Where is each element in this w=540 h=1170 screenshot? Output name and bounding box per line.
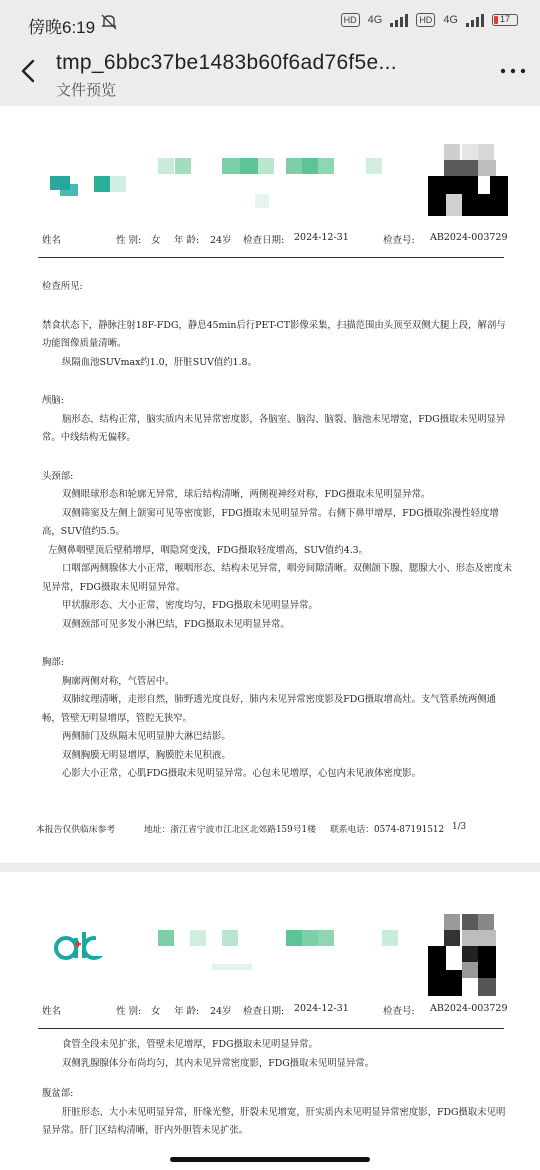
home-indicator[interactable] — [170, 1157, 370, 1162]
findings-heading: 检查所见: — [42, 281, 83, 292]
hospital-logo-mosaic — [46, 158, 136, 198]
chest-heading: 胸部: — [42, 657, 64, 668]
signal-icon — [390, 13, 408, 27]
brain-heading: 颅脑: — [42, 395, 64, 406]
age-label: 年 龄: — [174, 235, 200, 246]
hd-icon-2: HD — [416, 13, 435, 27]
document-title: tmp_6bbc37be1483b60f6ad76f5e... — [56, 51, 397, 74]
status-bar — [0, 0, 540, 46]
more-button[interactable] — [498, 56, 528, 86]
hd-icon: HD — [341, 13, 360, 27]
sex-value-2: 女 — [151, 1006, 161, 1017]
chest-line-1: 胸廓两侧对称，气管居中。 — [62, 675, 175, 687]
signal-icon-2 — [466, 13, 484, 27]
brain-line-1: 脑形态、结构正常，脑实质内未见异常密度影，各脑室、脑沟、脑裂、脑池未见增宽，FDG摄取未见明显异常。中线结构无偏移。 — [42, 413, 506, 443]
sex-value: 女 — [151, 235, 161, 246]
chest-line-3: 两侧肺门及纵隔未见明显肿大淋巴结影。 — [62, 731, 231, 742]
status-time: 傍晚6:19 — [28, 18, 96, 37]
status-icons — [341, 13, 518, 27]
mute-icon — [100, 13, 118, 35]
intro-line-2: 纵隔血池SUVmax约1.0，肝脏SUV值约1.8。 — [62, 356, 257, 368]
headneck-line-2: 双侧筛窦及左侧上颌窦可见等密度影，FDG摄取未见明显异常。右侧下鼻甲增厚，FDG摄取弥漫性轻度增高，SUV值约5.5。 — [42, 507, 499, 537]
exam-no-value-2: AB2024-003729 — [430, 1003, 508, 1014]
abdomen-heading: 腹盆部: — [42, 1088, 74, 1099]
abdomen-line-1: 肝脏形态、大小未见明显异常，肝缘光整，肝裂未见增宽，肝实质内未见明显异常密度影，FDG摄取未见明显异常。肝门区结构清晰，肝内外胆管未见扩张。 — [42, 1106, 506, 1136]
exam-no-value: AB2024-003729 — [430, 232, 508, 243]
age-value-2: 24岁 — [210, 1006, 232, 1017]
patient-info-row-2 — [38, 1000, 508, 1029]
sex-label-2: 性 别: — [116, 1006, 142, 1017]
patient-info-row — [38, 229, 508, 258]
document-subtitle: 文件预览 — [56, 82, 117, 99]
chest-line-2: 双肺纹理清晰，走形自然，肺野透光度良好，肺内未见异常密度影及FDG摄取增高灶。支气管系统两侧通畅，管壁无明显增厚，管腔无狭窄。 — [42, 694, 497, 724]
footer-phone: 联系电话：0574-87191512 — [330, 825, 445, 835]
back-button[interactable] — [14, 56, 44, 86]
exam-no-label: 检查号: — [383, 235, 415, 246]
chest-line-5: 心影大小正常，心肌FDG摄取未见明显异常。心包未见增厚，心包内未见液体密度影。 — [62, 768, 422, 779]
report-page-2 — [0, 872, 540, 1170]
patient-name-label-2: 姓名 — [42, 1006, 62, 1017]
footer-note: 本报告仅供临床参考 — [36, 825, 116, 835]
headneck-line-4: 口咽部两侧腺体大小正常，喉咽形态、结构未见异常，咽旁间隙清晰。双侧颌下腺、腮腺大小、形态及密度未见异常，FDG摄取未见明显异常。 — [42, 563, 513, 593]
age-label-2: 年 龄: — [174, 1006, 200, 1017]
network-label-2: 4G — [443, 14, 458, 26]
esophagus-line: 食管全段未见扩张，管壁未见增厚，FDG摄取未见明显异常。 — [62, 1039, 318, 1050]
headneck-line-3: 左侧鼻咽壁顶后壁稍增厚，咽隐窝变浅，FDG摄取轻度增高，SUV值约4.3。 — [48, 544, 369, 556]
exam-no-label-2: 检查号: — [383, 1006, 415, 1017]
exam-date-value: 2024-12-31 — [294, 232, 349, 243]
findings-section — [42, 278, 512, 784]
app-bar — [0, 46, 540, 106]
back-arrow-icon — [14, 56, 44, 86]
battery-level: 17 — [499, 14, 510, 24]
chest-line-4: 双侧胸膜无明显增厚，胸膜腔未见积液。 — [62, 749, 231, 761]
age-value: 24岁 — [210, 235, 232, 246]
report-page-1 — [0, 106, 540, 863]
page2-findings — [42, 1036, 512, 1141]
headneck-heading: 头颈部: — [42, 470, 74, 482]
footer-address: 地址：浙江省宁波市江北区北郊路159号1楼 — [144, 825, 316, 835]
sex-label: 性 别: — [116, 235, 142, 246]
exam-date-value-2: 2024-12-31 — [294, 1003, 349, 1014]
breast-line: 双侧乳腺腺体分布尚均匀，其内未见异常密度影，FDG摄取未见明显异常。 — [62, 1057, 375, 1069]
exam-date-label-2: 检查日期: — [243, 1006, 285, 1017]
headneck-line-1: 双侧眼球形态和轮廓无异常，球后结构清晰，两侧视神经对称，FDG摄取未见明显异常。 — [62, 489, 431, 500]
footer-page: 1/3 — [452, 822, 467, 832]
patient-name-label: 姓名 — [42, 235, 62, 246]
battery-icon — [492, 14, 518, 26]
intro-line-1: 禁食状态下，静脉注射18F-FDG，静息45min后行PET-CT影像采集，扫描范围由头顶至双侧大腿上段，解剖与功能图像质量清晰。 — [42, 319, 506, 349]
more-vertical-icon — [498, 56, 528, 86]
headneck-line-5: 甲状腺形态、大小正常，密度均匀，FDG摄取未见明显异常。 — [62, 600, 318, 611]
exam-date-label: 检查日期: — [243, 235, 285, 246]
network-label-1: 4G — [367, 14, 383, 26]
headneck-line-6: 双侧颈部可见多发小淋巴结，FDG摄取未见明显异常。 — [62, 618, 290, 630]
